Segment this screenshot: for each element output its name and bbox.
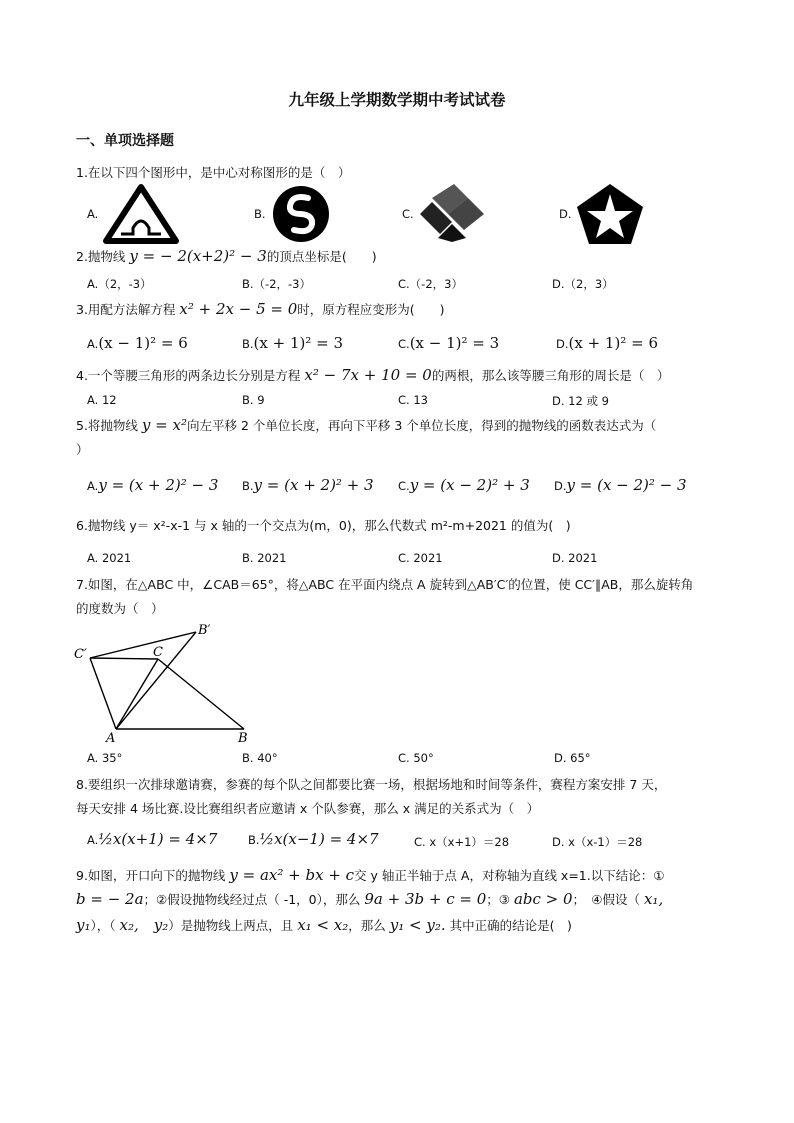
q3-label-d: D.	[556, 337, 569, 351]
point-c-label: C	[153, 645, 163, 660]
q3-option-b	[242, 334, 343, 352]
question-7-line2: 的度数为（ ）	[76, 601, 164, 616]
q3-option-c	[398, 334, 499, 352]
q3-prefix: 3.用配方法解方程	[76, 302, 180, 317]
q2-suffix: 的顶点坐标是( )	[266, 249, 377, 264]
segment-cc1	[90, 658, 158, 659]
q5-option-d	[554, 476, 687, 494]
q5-suffix: 向左平移 2 个单位长度，再向下平移 3 个单位长度，得到的抛物线的函数表达式为（	[186, 418, 657, 433]
q1-figure-c-arrow-logo	[418, 182, 486, 244]
q2-option-b: B.（-2，-3）	[242, 277, 311, 291]
question-9-line3	[76, 914, 572, 935]
q3-formula-d: (x + 1)² = 6	[568, 334, 658, 352]
question-1-stem: 1.在以下四个图形中，是中心对称图形的是（ ）	[76, 165, 351, 180]
q5-label-c: C.	[398, 479, 410, 493]
q1-label-d: D.	[559, 207, 572, 221]
q1-label-b: B.	[254, 207, 266, 221]
q9-prefix: 9.如图，开口向下的抛物线	[76, 868, 230, 883]
q5-option-c	[398, 476, 530, 494]
q8-option-b	[248, 830, 379, 848]
q9-formula: y = ax² + bx + c	[229, 866, 355, 884]
q3-formula: x² + 2x − 5 = 0	[179, 300, 298, 318]
segment-c1b1	[90, 632, 196, 658]
segment-cb	[158, 659, 244, 729]
question-8-line2: 每天安排 4 场比赛.设比赛组织者应邀请 x 个队参赛，那么 x 满足的关系式为（ ）	[76, 801, 540, 816]
q1-figure-b-swirl-logo	[270, 184, 332, 244]
q6-option-c: C. 2021	[398, 551, 443, 565]
section-heading: 一、单项选择题	[76, 133, 174, 149]
q4-prefix: 4.一个等腰三角形的两条边长分别是方程	[76, 368, 305, 383]
q9-text-3h: 其中正确的结论是( )	[445, 918, 572, 933]
q7-option-c: C. 50°	[398, 751, 434, 765]
q8-option-c: C. x（x+1）＝28	[414, 835, 510, 849]
q9-x2y2: x₂, y₂	[119, 916, 169, 934]
question-2-stem	[76, 247, 377, 265]
q4-formula: x² − 7x + 10 = 0	[304, 366, 432, 384]
q3-option-a	[87, 334, 188, 352]
q9-mid: 交 y 轴正半轴于点 A，对称轴为直线 x=1.以下结论：①	[354, 868, 665, 883]
q9-text-3d: ）是抛物线上两点，且	[168, 918, 298, 933]
question-6-stem: 6.抛物线 y＝ x²-x-1 与 x 轴的一个交点为(m，0)，那么代数式 m²-m+2021 的值为( )	[76, 518, 571, 533]
q1-label-c: C.	[402, 207, 414, 221]
q9-b-equals: b = − 2a	[76, 890, 144, 908]
segment-ac1	[90, 658, 116, 729]
q8-option-a	[87, 830, 217, 848]
q3-label-a: A.	[87, 337, 99, 351]
q1-label-a: A.	[87, 207, 99, 221]
q8-formula-a: ½x(x+1) = 4×7	[98, 830, 218, 848]
q2-option-a: A.（2，-3）	[87, 277, 152, 291]
q3-suffix: 时，原方程应变形为( )	[297, 302, 445, 317]
q5-option-a	[87, 476, 218, 494]
question-5-stem	[76, 416, 656, 434]
q7-option-a: A. 35°	[87, 751, 123, 765]
q5-prefix: 5.将抛物线	[76, 418, 142, 433]
q5-option-b	[242, 476, 374, 494]
q1-figure-d-pentagon-star	[575, 182, 645, 246]
q9-text-3f: ，那么	[348, 918, 390, 933]
q6-option-d: D. 2021	[552, 551, 598, 565]
question-8-line1: 8.要组织一次排球邀请赛，参赛的每个队之间都要比赛一场，根据场地和时间等条件，赛程方案安排 7 天，	[76, 777, 667, 792]
q9-text-3b: ），（	[90, 918, 120, 933]
q7-rotation-figure	[70, 618, 260, 746]
q4-option-a: A. 12	[87, 393, 117, 407]
q7-option-d: D. 65°	[554, 751, 591, 765]
q2-prefix: 2.抛物线	[76, 249, 130, 264]
q9-text-2f: ； ④假设（	[572, 892, 644, 907]
q7-option-b: B. 40°	[242, 751, 278, 765]
q5-formula: y = x²	[141, 416, 187, 434]
q2-formula: y = − 2(x+2)² − 3	[129, 247, 267, 265]
q2-option-c: C.（-2，3）	[398, 277, 463, 291]
point-a-label: A	[106, 731, 116, 746]
q8-label-b: B.	[248, 833, 260, 847]
q9-text-2d: ；③	[486, 892, 514, 907]
q9-eq-9a3bc: 9a + 3b + c = 0	[364, 890, 487, 908]
q4-suffix: 的两根，那么该等腰三角形的周长是（ ）	[431, 368, 670, 383]
q9-y1-lt-y2: y₁ < y₂.	[389, 916, 446, 934]
q6-option-b: B. 2021	[242, 551, 287, 565]
q6-option-a: A. 2021	[87, 551, 132, 565]
q9-y1: y₁	[76, 916, 91, 934]
q9-text-2b: ；②假设抛物线经过点（ -1，0），那么	[143, 892, 365, 907]
q3-formula-b: (x + 1)² = 3	[253, 334, 344, 352]
point-c1-label: C′	[74, 647, 87, 662]
q5-formula-d: y = (x − 2)² − 3	[566, 476, 687, 494]
q3-formula-c: (x − 1)² = 3	[409, 334, 500, 352]
q3-formula-a: (x − 1)² = 6	[98, 334, 188, 352]
q1-figure-a-warning-triangle	[103, 184, 179, 244]
q5-label-d: D.	[554, 479, 567, 493]
q3-label-b: B.	[242, 337, 254, 351]
segment-ac	[116, 659, 158, 729]
q8-option-d: D. x（x-1）＝28	[552, 835, 643, 849]
point-b-label: B	[238, 731, 248, 746]
question-3-stem	[76, 300, 445, 318]
q2-option-d: D.（2，3）	[552, 277, 614, 291]
q8-label-a: A.	[87, 833, 99, 847]
q5-formula-a: y = (x + 2)² − 3	[98, 476, 219, 494]
q9-x1-lt-x2: x₁ < x₂	[297, 916, 349, 934]
question-9-line1	[76, 866, 664, 884]
question-4-stem	[76, 366, 669, 384]
question-5-line2: ）	[76, 442, 89, 457]
q9-abc: abc > 0	[513, 890, 573, 908]
q3-label-c: C.	[398, 337, 410, 351]
q9-x1: x₁,	[643, 890, 664, 908]
page-title: 九年级上学期数学期中考试试卷	[288, 91, 506, 109]
point-b1-label: B′	[198, 623, 211, 638]
q5-formula-b: y = (x + 2)² + 3	[253, 476, 374, 494]
q5-formula-c: y = (x − 2)² + 3	[409, 476, 530, 494]
q5-label-b: B.	[242, 479, 254, 493]
question-7-line1: 7.如图，在△ABC 中，∠CAB＝65°，将△ABC 在平面内绕点 A 旋转到△AB′C′的位置，使 CC′∥AB，那么旋转角	[76, 577, 694, 592]
q3-option-d	[556, 334, 658, 352]
q4-option-d: D. 12 或 9	[552, 394, 609, 408]
q4-option-b: B. 9	[242, 393, 265, 407]
question-9-line2	[76, 890, 663, 908]
q8-formula-b: ½x(x−1) = 4×7	[259, 830, 379, 848]
q4-option-c: C. 13	[398, 393, 428, 407]
q5-label-a: A.	[87, 479, 99, 493]
